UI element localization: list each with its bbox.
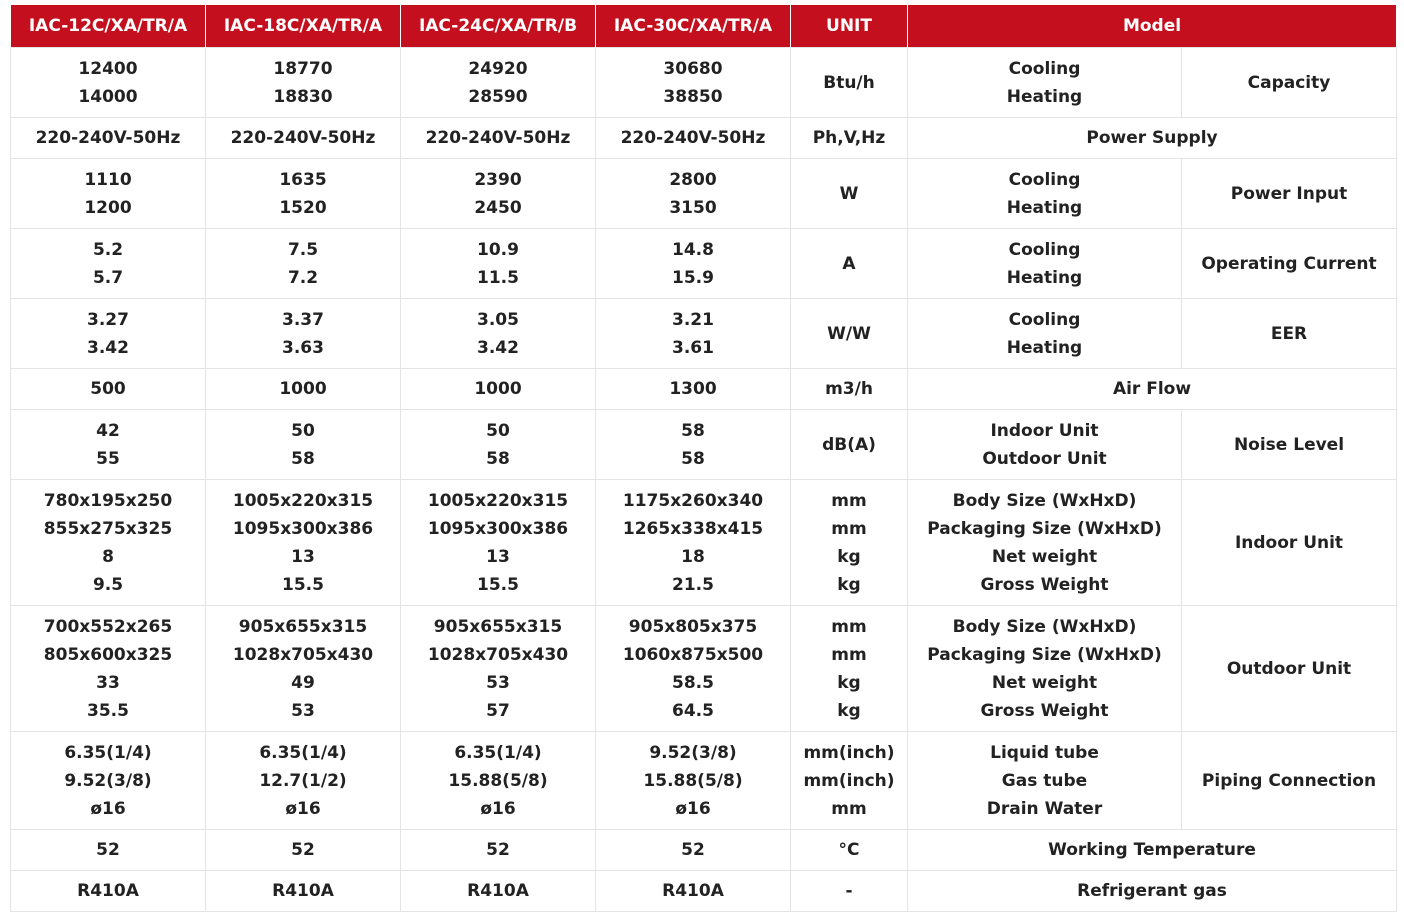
cell-line: Gross Weight: [980, 574, 1109, 595]
header-model-4: IAC-30C/XA/TR/A: [596, 5, 791, 48]
parameter-name-cell: EER: [1182, 299, 1397, 369]
cell-line: Heating: [1006, 267, 1083, 288]
cell-line: Packaging Size (WxHxD): [927, 518, 1162, 539]
cell-line: 58: [681, 448, 705, 469]
cell-line: Cooling: [1008, 169, 1081, 190]
unit-cell: [791, 159, 908, 229]
value-cell-model-3: [401, 229, 596, 299]
cell-line: W/W: [827, 323, 871, 344]
cell-line: mm: [831, 490, 867, 511]
cell-line: dB(A): [822, 434, 876, 455]
value-cell-model-1: [11, 118, 206, 159]
cell-line: 1000: [474, 379, 522, 399]
value-cell-model-3: [401, 871, 596, 912]
value-cell-model-1: [11, 159, 206, 229]
cell-line: 52: [291, 840, 315, 860]
cell-line: 35.5: [87, 700, 129, 721]
cell-line: Gross Weight: [980, 700, 1109, 721]
cell-line: 1005x220x315: [427, 490, 569, 511]
value-cell-model-4: [596, 369, 791, 410]
unit-cell: [791, 480, 908, 606]
sub-label-cell: [908, 159, 1182, 229]
value-cell-model-1: [11, 229, 206, 299]
cell-line: mm: [831, 798, 867, 819]
cell-line: 6.35(1/4): [454, 742, 542, 763]
cell-line: mm(inch): [803, 770, 895, 791]
value-cell-model-2: [206, 118, 401, 159]
sub-label-cell: [908, 732, 1182, 830]
cell-line: mm: [831, 644, 867, 665]
cell-line: ø16: [480, 798, 516, 819]
cell-line: Gas tube: [1001, 770, 1088, 791]
header-model-1: IAC-12C/XA/TR/A: [11, 5, 206, 48]
cell-line: R410A: [272, 881, 334, 901]
cell-line: 855x275x325: [43, 518, 173, 539]
value-cell-model-2: [206, 299, 401, 369]
cell-line: 9.52(3/8): [649, 742, 737, 763]
cell-line: 14.8: [672, 239, 714, 260]
cell-line: Btu/h: [823, 72, 875, 93]
cell-line: 905x655x315: [433, 616, 563, 637]
sub-label-cell: [908, 410, 1182, 480]
header-model-2: IAC-18C/XA/TR/A: [206, 5, 401, 48]
value-cell-model-4: [596, 229, 791, 299]
cell-line: 1028x705x430: [232, 644, 374, 665]
cell-line: 42: [96, 420, 120, 441]
value-cell-model-3: [401, 480, 596, 606]
cell-line: 58: [291, 448, 315, 469]
cell-line: 1175x260x340: [622, 490, 764, 511]
table-row: [11, 118, 1397, 159]
value-cell-model-2: [206, 871, 401, 912]
cell-line: Net weight: [991, 672, 1098, 693]
value-cell-model-4: [596, 410, 791, 480]
cell-line: 1060x875x500: [622, 644, 764, 665]
table-row: [11, 48, 1397, 118]
value-cell-model-2: [206, 830, 401, 871]
sub-label-cell: [908, 606, 1182, 732]
value-cell-model-2: [206, 410, 401, 480]
cell-line: 3.42: [477, 337, 519, 358]
unit-cell: [791, 48, 908, 118]
cell-line: 3.27: [87, 309, 129, 330]
cell-line: R410A: [662, 881, 724, 901]
cell-line: 38850: [663, 86, 723, 107]
cell-line: 1520: [279, 197, 327, 218]
cell-line: W: [839, 183, 859, 204]
cell-line: Heating: [1006, 86, 1083, 107]
sub-label-cell: [908, 48, 1182, 118]
unit-cell: [791, 369, 908, 410]
cell-line: 15.5: [282, 574, 324, 595]
cell-line: 10.9: [477, 239, 519, 260]
cell-line: Cooling: [1008, 309, 1081, 330]
cell-line: 905x655x315: [238, 616, 368, 637]
cell-line: 15.5: [477, 574, 519, 595]
value-cell-model-3: [401, 369, 596, 410]
cell-line: 220-240V-50Hz: [230, 128, 376, 148]
cell-line: 18830: [273, 86, 333, 107]
unit-cell: [791, 606, 908, 732]
cell-line: mm: [831, 518, 867, 539]
value-cell-model-2: [206, 606, 401, 732]
cell-line: -: [845, 881, 853, 901]
cell-line: 50: [291, 420, 315, 441]
unit-cell: [791, 871, 908, 912]
cell-line: 1200: [84, 197, 132, 218]
cell-line: 13: [486, 546, 510, 567]
cell-line: 1300: [669, 379, 717, 399]
parameter-name-cell: Piping Connection: [1182, 732, 1397, 830]
table-row: [11, 159, 1397, 229]
cell-line: 1110: [84, 169, 132, 190]
spec-table-container: [10, 5, 1396, 912]
value-cell-model-4: [596, 606, 791, 732]
parameter-name-cell: Noise Level: [1182, 410, 1397, 480]
value-cell-model-4: [596, 732, 791, 830]
cell-line: 52: [96, 840, 120, 860]
cell-line: 50: [486, 420, 510, 441]
cell-line: 33: [96, 672, 120, 693]
cell-line: 18770: [273, 58, 333, 79]
cell-line: 700x552x265: [43, 616, 173, 637]
header-model-label: Model: [908, 5, 1397, 48]
parameter-name-cell: Operating Current: [1182, 229, 1397, 299]
value-cell-model-1: [11, 830, 206, 871]
cell-line: 52: [681, 840, 705, 860]
cell-line: kg: [837, 672, 861, 693]
cell-line: 12400: [78, 58, 138, 79]
unit-cell: [791, 299, 908, 369]
cell-line: Outdoor Unit: [982, 448, 1107, 469]
cell-line: Cooling: [1008, 239, 1081, 260]
value-cell-model-1: [11, 299, 206, 369]
unit-cell: [791, 830, 908, 871]
header-row: [11, 5, 1397, 48]
table-row: [11, 732, 1397, 830]
value-cell-model-4: [596, 480, 791, 606]
parameter-name-cell: Air Flow: [908, 369, 1397, 410]
cell-line: m3/h: [825, 379, 873, 399]
parameter-name-cell: Power Input: [1182, 159, 1397, 229]
value-cell-model-4: [596, 48, 791, 118]
cell-line: 6.35(1/4): [64, 742, 152, 763]
cell-line: Cooling: [1008, 58, 1081, 79]
value-cell-model-2: [206, 480, 401, 606]
cell-line: Indoor Unit: [990, 420, 1099, 441]
value-cell-model-1: [11, 732, 206, 830]
value-cell-model-4: [596, 159, 791, 229]
cell-line: R410A: [77, 881, 139, 901]
cell-line: 6.35(1/4): [259, 742, 347, 763]
cell-line: 21.5: [672, 574, 714, 595]
cell-line: 55: [96, 448, 120, 469]
cell-line: ø16: [675, 798, 711, 819]
value-cell-model-2: [206, 159, 401, 229]
table-row: [11, 830, 1397, 871]
parameter-name-cell: Indoor Unit: [1182, 480, 1397, 606]
cell-line: 5.7: [92, 267, 124, 288]
cell-line: 1000: [279, 379, 327, 399]
parameter-name-cell: Capacity: [1182, 48, 1397, 118]
value-cell-model-3: [401, 48, 596, 118]
sub-label-cell: [908, 229, 1182, 299]
cell-line: 7.2: [287, 267, 319, 288]
cell-line: Heating: [1006, 337, 1083, 358]
table-row: [11, 871, 1397, 912]
cell-line: 24920: [468, 58, 528, 79]
cell-line: 3.61: [672, 337, 714, 358]
cell-line: 1028x705x430: [427, 644, 569, 665]
cell-line: 15.88(5/8): [643, 770, 743, 791]
cell-line: 1265x338x415: [622, 518, 764, 539]
cell-line: 15.88(5/8): [448, 770, 548, 791]
cell-line: 58: [486, 448, 510, 469]
cell-line: 30680: [663, 58, 723, 79]
cell-line: 3.37: [282, 309, 324, 330]
cell-line: 1095x300x386: [427, 518, 569, 539]
cell-line: mm(inch): [803, 742, 895, 763]
cell-line: 1005x220x315: [232, 490, 374, 511]
cell-line: 28590: [468, 86, 528, 107]
sub-label-cell: [908, 299, 1182, 369]
cell-line: 3.05: [477, 309, 519, 330]
cell-line: °C: [838, 840, 860, 860]
cell-line: 780x195x250: [43, 490, 173, 511]
value-cell-model-3: [401, 118, 596, 159]
spec-table: [10, 5, 1397, 912]
cell-line: Drain Water: [986, 798, 1103, 819]
table-body: [11, 48, 1397, 912]
cell-line: 58: [681, 420, 705, 441]
unit-cell: [791, 410, 908, 480]
sub-label-cell: [908, 480, 1182, 606]
value-cell-model-4: [596, 830, 791, 871]
cell-line: 11.5: [477, 267, 519, 288]
value-cell-model-2: [206, 369, 401, 410]
cell-line: Body Size (WxHxD): [952, 616, 1137, 637]
cell-line: 2390: [474, 169, 522, 190]
cell-line: kg: [837, 574, 861, 595]
parameter-name-cell: Working Temperature: [908, 830, 1397, 871]
value-cell-model-1: [11, 369, 206, 410]
cell-line: 3.63: [282, 337, 324, 358]
cell-line: kg: [837, 700, 861, 721]
cell-line: 14000: [78, 86, 138, 107]
cell-line: 49: [291, 672, 315, 693]
cell-line: R410A: [467, 881, 529, 901]
value-cell-model-4: [596, 299, 791, 369]
cell-line: 2800: [669, 169, 717, 190]
cell-line: 57: [486, 700, 510, 721]
cell-line: 3.42: [87, 337, 129, 358]
cell-line: 13: [291, 546, 315, 567]
value-cell-model-4: [596, 871, 791, 912]
value-cell-model-3: [401, 830, 596, 871]
value-cell-model-1: [11, 606, 206, 732]
value-cell-model-2: [206, 229, 401, 299]
cell-line: 220-240V-50Hz: [425, 128, 571, 148]
cell-line: 1635: [279, 169, 327, 190]
cell-line: 8: [102, 546, 114, 567]
header-unit: UNIT: [791, 5, 908, 48]
unit-cell: [791, 118, 908, 159]
value-cell-model-1: [11, 48, 206, 118]
table-row: [11, 410, 1397, 480]
value-cell-model-3: [401, 732, 596, 830]
cell-line: 9.5: [92, 574, 124, 595]
table-row: [11, 229, 1397, 299]
cell-line: kg: [837, 546, 861, 567]
value-cell-model-3: [401, 606, 596, 732]
value-cell-model-1: [11, 480, 206, 606]
value-cell-model-1: [11, 410, 206, 480]
cell-line: Liquid tube: [990, 742, 1099, 763]
cell-line: 12.7(1/2): [259, 770, 347, 791]
value-cell-model-3: [401, 159, 596, 229]
value-cell-model-4: [596, 118, 791, 159]
cell-line: 58.5: [672, 672, 714, 693]
cell-line: A: [842, 253, 856, 274]
cell-line: Packaging Size (WxHxD): [927, 644, 1162, 665]
cell-line: Net weight: [991, 546, 1098, 567]
cell-line: 53: [486, 672, 510, 693]
value-cell-model-3: [401, 410, 596, 480]
table-row: [11, 606, 1397, 732]
table-row: [11, 369, 1397, 410]
cell-line: Heating: [1006, 197, 1083, 218]
header-model-3: IAC-24C/XA/TR/B: [401, 5, 596, 48]
cell-line: mm: [831, 616, 867, 637]
cell-line: 9.52(3/8): [64, 770, 152, 791]
cell-line: 3.21: [672, 309, 714, 330]
cell-line: 52: [486, 840, 510, 860]
value-cell-model-2: [206, 732, 401, 830]
cell-line: 905x805x375: [628, 616, 758, 637]
value-cell-model-1: [11, 871, 206, 912]
value-cell-model-2: [206, 48, 401, 118]
table-row: [11, 299, 1397, 369]
cell-line: 64.5: [672, 700, 714, 721]
cell-line: 2450: [474, 197, 522, 218]
table-header: [11, 5, 1397, 48]
table-row: [11, 480, 1397, 606]
value-cell-model-3: [401, 299, 596, 369]
cell-line: 7.5: [287, 239, 319, 260]
cell-line: 805x600x325: [43, 644, 173, 665]
cell-line: 500: [90, 379, 126, 399]
cell-line: ø16: [90, 798, 126, 819]
cell-line: Body Size (WxHxD): [952, 490, 1137, 511]
cell-line: 53: [291, 700, 315, 721]
parameter-name-cell: Refrigerant gas: [908, 871, 1397, 912]
unit-cell: [791, 229, 908, 299]
cell-line: 1095x300x386: [232, 518, 374, 539]
cell-line: 220-240V-50Hz: [620, 128, 766, 148]
cell-line: 15.9: [672, 267, 714, 288]
cell-line: 220-240V-50Hz: [35, 128, 181, 148]
cell-line: ø16: [285, 798, 321, 819]
cell-line: 18: [681, 546, 705, 567]
cell-line: Ph,V,Hz: [812, 128, 886, 148]
parameter-name-cell: Power Supply: [908, 118, 1397, 159]
unit-cell: [791, 732, 908, 830]
cell-line: 5.2: [92, 239, 124, 260]
parameter-name-cell: Outdoor Unit: [1182, 606, 1397, 732]
cell-line: 3150: [669, 197, 717, 218]
